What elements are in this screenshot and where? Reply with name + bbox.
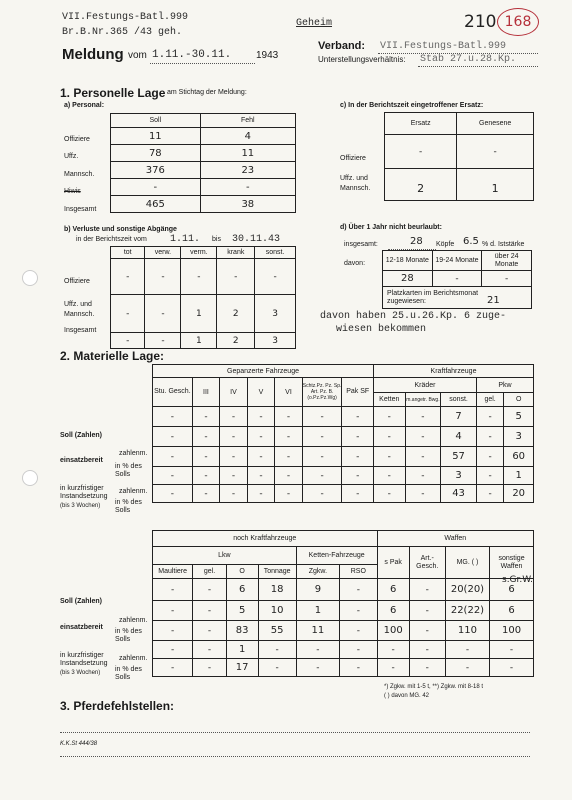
insgesamt-value: 28 <box>410 236 423 247</box>
fahrzeuge-cell: - <box>153 447 193 467</box>
insgesamt-label: insgesamt: <box>344 241 378 248</box>
fahrzeuge-cell: 57 <box>441 447 477 467</box>
fahrzeuge-cell: 5 <box>504 407 534 427</box>
verluste-label: b) Verluste und sonstige Abgänge <box>64 226 177 233</box>
fahrzeuge-cell: - <box>247 485 275 503</box>
footnote-zgkw: *) Zgkw. mit 1-5 t, **) Zgkw. mit 8-18 t <box>384 684 484 690</box>
col-maultiere: Maultiere <box>153 565 193 579</box>
section2-title: 2. Materielle Lage: <box>60 349 165 363</box>
vom-label: vom <box>128 50 147 61</box>
personal-row-label: Hiwis <box>64 188 81 195</box>
waffen-cell: - <box>340 601 378 621</box>
col-spak: s Pak <box>377 547 409 579</box>
fahrzeuge-cell: - <box>342 485 374 503</box>
platzkarten-value: 21 <box>486 294 500 306</box>
unterstellung-label: Unterstellungsverhältnis: <box>318 55 406 64</box>
col-gel: gel. <box>476 393 504 407</box>
footnote-mg42: ( ) davon MG. 42 <box>384 693 430 699</box>
personal-cell: 11 <box>200 145 295 162</box>
archive-number: 210 <box>464 12 497 32</box>
monate-cell: 28 <box>383 271 433 287</box>
platzkarten-label: Platzkarten im Berichtsmonat zugewiesen: <box>387 289 479 305</box>
fahrzeuge-cell: - <box>302 427 342 447</box>
fahrzeuge-cell: - <box>302 407 342 427</box>
fahrzeuge-cell: - <box>476 447 504 467</box>
waffen-cell: 1 <box>226 641 258 659</box>
koepfe-label: Köpfe <box>436 241 455 248</box>
ersatz-table <box>384 112 534 201</box>
bis-3-wochen-label: (bis 3 Wochen) <box>60 503 101 509</box>
davon-note-line1: davon haben 25.u.26.Kp. 6 zuge- <box>320 311 507 322</box>
instandsetzung-label-2: in kurzfristiger Instandsetzung <box>60 652 108 667</box>
monate-col: 19-24 Monate <box>432 251 482 271</box>
personal-row-label: Offiziere <box>64 136 90 143</box>
verluste-table <box>110 246 296 349</box>
col-zgkw: Zgkw. <box>296 565 339 579</box>
monate-col: über 24 Monate <box>482 251 532 271</box>
personal-row-label: Insgesamt <box>64 206 97 213</box>
waffen-cell: - <box>296 659 339 677</box>
col-sonst: sonst. <box>441 393 477 407</box>
waffen-cell: - <box>409 601 445 621</box>
verluste-sub-label: in der Berichtszeit vom <box>76 236 147 243</box>
monate-col: 12-18 Monate <box>383 251 433 271</box>
waffen-cell: - <box>193 579 227 601</box>
col-schtzpz: Schtz.Pz. Pz. Sp. Art. Pz. B. (o.Pz.Pz.Wg) <box>302 378 342 407</box>
verluste-row-label: Offiziere <box>64 278 90 285</box>
waffen-cell: 5 <box>226 601 258 621</box>
fahrzeuge-cell: - <box>247 427 275 447</box>
waffen-cell: - <box>340 621 378 641</box>
fahrzeuge-cell: - <box>192 427 220 447</box>
personal-table <box>110 113 296 213</box>
fahrzeuge-cell: - <box>405 467 441 485</box>
fahrzeuge-cell: - <box>275 485 303 503</box>
verluste-cell: - <box>145 295 181 333</box>
fahrzeuge-cell: - <box>405 485 441 503</box>
verluste-row-label: Insgesamt <box>64 327 97 334</box>
verluste-col: krank <box>217 247 255 259</box>
col-rso: RSO <box>340 565 378 579</box>
fahrzeuge-cell: - <box>374 467 406 485</box>
waffen-cell: 10 <box>258 601 296 621</box>
pferde-line-2 <box>60 756 530 757</box>
prozent-label: in % des Solls <box>115 463 142 478</box>
prozent-label-2: in % des Solls <box>115 628 142 643</box>
zahlenm-label: zahlenm. <box>119 488 148 495</box>
personal-cell: 4 <box>200 128 295 145</box>
fahrzeuge-cell: - <box>302 485 342 503</box>
fahrzeuge-cell: - <box>302 447 342 467</box>
soll-zahlen-label: Soll (Zahlen) <box>60 432 102 439</box>
fahrzeuge-cell: - <box>220 467 248 485</box>
archive-circled-text: 168 <box>504 14 532 30</box>
personal-cell: 465 <box>111 196 201 213</box>
davon-note-line2: wiesen bekommen <box>336 324 427 335</box>
personal-cell: 11 <box>111 128 201 145</box>
verluste-cell: - <box>181 259 217 295</box>
unterstellung-underline <box>418 66 538 67</box>
waffen-cell: - <box>340 659 378 677</box>
section1-title: 1. Personelle Lage <box>60 86 166 100</box>
fahrzeuge-cell: 3 <box>504 427 534 447</box>
fahrzeuge-cell: - <box>192 407 220 427</box>
waffen-cell: - <box>193 659 227 677</box>
col-ketten: Ketten <box>374 393 406 407</box>
waffen-header: Waffen <box>377 531 533 547</box>
fahrzeuge-cell: - <box>153 427 193 447</box>
col-mangetr: m.angetr. Bwg. <box>405 393 441 407</box>
fahrzeuge-cell: - <box>247 467 275 485</box>
waffen-cell: 20(20) <box>445 579 489 601</box>
verluste-bis: bis <box>212 236 221 243</box>
waffen-cell: - <box>153 579 193 601</box>
fahrzeuge-cell: - <box>220 485 248 503</box>
verluste-cell: 1 <box>181 295 217 333</box>
verluste-to: 30.11.43 <box>232 234 281 245</box>
col-iii: III <box>192 378 220 407</box>
verluste-cell: - <box>145 333 181 349</box>
fahrzeuge-cell: - <box>405 407 441 427</box>
zahlenm-label-2: zahlenm. <box>119 617 148 624</box>
waffen-cell: 83 <box>226 621 258 641</box>
verluste-col: verw. <box>145 247 181 259</box>
zahlenm-label: zahlenm. <box>119 450 148 457</box>
section3-title: 3. Pferdefehlstellen: <box>60 699 175 713</box>
fahrzeuge-cell: - <box>275 467 303 485</box>
instandsetzung-label: in kurzfristiger Instandsetzung <box>60 485 108 500</box>
verluste-cell: 2 <box>217 295 255 333</box>
fahrzeuge-cell: - <box>247 447 275 467</box>
punch-hole-bottom <box>22 470 38 486</box>
ersatz-row-label: Uffz. und Mannsch. <box>340 175 371 192</box>
verband-underline <box>378 53 538 54</box>
waffen-cell: - <box>340 641 378 659</box>
fahrzeuge-cell: - <box>476 467 504 485</box>
waffen-cell: - <box>258 659 296 677</box>
fahrzeuge-cell: 3 <box>441 467 477 485</box>
noch-kfz-header: noch Kraftfahrzeuge <box>153 531 378 547</box>
fahrzeuge-cell: 1 <box>504 467 534 485</box>
ersatz-cell: 2 <box>385 169 457 201</box>
verluste-cell: - <box>255 259 296 295</box>
col-stugesch: Stu. Gesch. <box>153 378 193 407</box>
lkw-header: Lkw <box>153 547 297 565</box>
ersatz-col: Ersatz <box>385 113 457 135</box>
waffen-cell: - <box>377 659 409 677</box>
geheim-label: Geheim <box>296 18 333 29</box>
zahlenm-label-2: zahlenm. <box>119 655 148 662</box>
verluste-col: tot <box>111 247 145 259</box>
waffen-cell: - <box>409 641 445 659</box>
waffen-cell: 100 <box>377 621 409 641</box>
waffen-cell: - <box>193 621 227 641</box>
waffen-cell: 55 <box>258 621 296 641</box>
waffen-cell: 1 <box>296 601 339 621</box>
einsatzbereit-label-2: einsatzbereit <box>60 624 103 631</box>
col-tonnage: Tonnage <box>258 565 296 579</box>
fahrzeuge-cell: - <box>220 407 248 427</box>
archive-circled-number <box>497 8 539 36</box>
waffen-cell: 6 <box>490 601 534 621</box>
fahrzeuge-cell: - <box>342 467 374 485</box>
fahrzeuge-cell: - <box>374 427 406 447</box>
ersatz-label: c) In der Berichtszeit eingetroffener Ersatz: <box>340 102 484 109</box>
monate-cell: - <box>432 271 482 287</box>
waffen-cell: 110 <box>445 621 489 641</box>
verluste-col: verm. <box>181 247 217 259</box>
col-lkw-o: O <box>226 565 258 579</box>
waffen-cell: - <box>153 621 193 641</box>
period-underline <box>150 63 255 64</box>
waffen-cell: 22(22) <box>445 601 489 621</box>
waffen-cell: 6 <box>377 601 409 621</box>
fahrzeuge-cell: - <box>192 447 220 467</box>
verluste-cell: - <box>111 333 145 349</box>
waffen-cell: 18 <box>258 579 296 601</box>
verluste-col: sonst. <box>255 247 296 259</box>
verband-value: VII.Festungs-Batl.999 <box>380 41 507 52</box>
col-pak-sf: Pak SF <box>342 378 374 407</box>
soll-zahlen-label-2: Soll (Zahlen) <box>60 598 102 605</box>
fahrzeuge-cell: 4 <box>441 427 477 447</box>
col-sonstige-waffen: sonstige Waffen <box>490 547 534 579</box>
punch-hole-top <box>22 270 38 286</box>
col-iv: IV <box>220 378 248 407</box>
fahrzeuge-cell: - <box>275 407 303 427</box>
verband-label: Verband: <box>318 40 366 52</box>
form-code: K.K.St 444/38 <box>60 741 98 747</box>
fahrzeuge-cell: - <box>476 427 504 447</box>
verluste-cell: - <box>111 259 145 295</box>
personal-cell: 38 <box>200 196 295 213</box>
nicht-beurlaubt-label: d) Über 1 Jahr nicht beurlaubt: <box>340 224 442 231</box>
verluste-cell: 3 <box>255 333 296 349</box>
meldung-title: Meldung <box>62 46 124 63</box>
waffen-cell: 6 <box>490 579 534 601</box>
fahrzeuge-cell: - <box>153 485 193 503</box>
fahrzeuge-cell: - <box>153 467 193 485</box>
fahrzeuge-cell: - <box>220 447 248 467</box>
personal-cell: - <box>200 179 295 196</box>
fahrzeuge-cell: - <box>275 447 303 467</box>
percent-suffix: % d. Iststärke <box>482 241 525 248</box>
pkw-header: Pkw <box>476 378 533 393</box>
verluste-cell: - <box>145 259 181 295</box>
fahrzeuge-cell: - <box>374 447 406 467</box>
col-o: O <box>504 393 534 407</box>
fahrzeuge-cell: - <box>153 407 193 427</box>
ersatz-cell: 1 <box>457 169 534 201</box>
fahrzeuge-cell: - <box>405 447 441 467</box>
period-value: 1.11.-30.11. <box>152 49 232 61</box>
waffen-cell: - <box>409 621 445 641</box>
fahrzeuge-cell: - <box>275 427 303 447</box>
personal-cell: - <box>111 179 201 196</box>
waffen-cell: 9 <box>296 579 339 601</box>
ersatz-col: Genesene <box>457 113 534 135</box>
col-vi: VI <box>275 378 303 407</box>
personal-label: a) Personal: <box>64 102 105 109</box>
waffen-cell: 6 <box>226 579 258 601</box>
platzkarten-cell <box>383 287 532 309</box>
fahrzeuge-cell: - <box>476 485 504 503</box>
reference-line: Br.B.Nr.365 /43 geh. <box>62 27 183 38</box>
fahrzeuge-cell: - <box>192 485 220 503</box>
waffen-cell: - <box>193 601 227 621</box>
fahrzeuge-cell: - <box>342 407 374 427</box>
waffen-cell: - <box>445 641 489 659</box>
pferde-line-1 <box>60 732 530 733</box>
waffen-cell: 6 <box>377 579 409 601</box>
waffen-cell: - <box>490 659 534 677</box>
waffen-cell: - <box>153 641 193 659</box>
personal-col-soll: Soll <box>111 114 201 128</box>
waffen-cell: - <box>340 579 378 601</box>
fahrzeuge-cell: - <box>302 467 342 485</box>
fahrzeuge-cell: - <box>192 467 220 485</box>
personal-row-label: Mannsch. <box>64 171 95 178</box>
waffen-cell: - <box>153 659 193 677</box>
fahrzeuge-cell: - <box>342 427 374 447</box>
fahrzeuge-table <box>152 364 534 503</box>
gepanzerte-header: Gepanzerte Fahrzeuge <box>153 365 374 378</box>
monate-cell: - <box>482 271 532 287</box>
unit-line: VII.Festungs-Batl.999 <box>62 12 189 23</box>
waffen-cell: - <box>296 641 339 659</box>
ketten-header: Ketten-Fahrzeuge <box>296 547 377 565</box>
verluste-cell: 1 <box>181 333 217 349</box>
kraeder-header: Kräder <box>374 378 477 393</box>
waffen-cell: 100 <box>490 621 534 641</box>
ersatz-row-label: Offiziere <box>340 155 366 162</box>
verluste-row-label: Uffz. und Mannsch. <box>64 301 95 318</box>
prozent-label: in % des Solls <box>115 499 142 514</box>
verluste-cell: - <box>217 259 255 295</box>
fahrzeuge-cell: 43 <box>441 485 477 503</box>
fahrzeuge-cell: 60 <box>504 447 534 467</box>
personal-row-label: Uffz. <box>64 153 79 160</box>
prozent-label-2: in % des Solls <box>115 666 142 681</box>
col-v: V <box>247 378 275 407</box>
col-mg: MG. ( ) <box>445 547 489 579</box>
percent-value: 6.5 <box>463 236 479 247</box>
bis-3-wochen-label-2: (bis 3 Wochen) <box>60 670 101 676</box>
fahrzeuge-cell: - <box>405 427 441 447</box>
waffen-cell: - <box>377 641 409 659</box>
year-value: 1943 <box>256 50 279 61</box>
fahrzeuge-cell: - <box>220 427 248 447</box>
fahrzeuge-cell: - <box>374 407 406 427</box>
waffen-table <box>152 530 534 677</box>
verluste-cell: - <box>111 295 145 333</box>
personal-cell: 376 <box>111 162 201 179</box>
kraftfahrzeuge-header: Kraftfahrzeuge <box>374 365 534 378</box>
monate-table <box>382 250 532 309</box>
waffen-cell: - <box>193 641 227 659</box>
waffen-cell: 17 <box>226 659 258 677</box>
col-artgesch: Art.- Gesch. <box>409 547 445 579</box>
fahrzeuge-cell: - <box>342 447 374 467</box>
verluste-cell: 3 <box>255 295 296 333</box>
waffen-cell: - <box>258 641 296 659</box>
einsatzbereit-label: einsatzbereit <box>60 457 103 464</box>
personal-col-fehl: Fehl <box>200 114 295 128</box>
waffen-cell: - <box>490 641 534 659</box>
ersatz-cell: - <box>385 135 457 169</box>
ersatz-cell: - <box>457 135 534 169</box>
waffen-cell: - <box>445 659 489 677</box>
waffen-cell: - <box>409 659 445 677</box>
waffen-cell: 11 <box>296 621 339 641</box>
personal-cell: 78 <box>111 145 201 162</box>
fahrzeuge-cell: - <box>476 407 504 427</box>
waffen-cell: - <box>153 601 193 621</box>
waffen-cell: - <box>409 579 445 601</box>
verluste-cell: 2 <box>217 333 255 349</box>
col-lkw-gel: gel. <box>193 565 227 579</box>
fahrzeuge-cell: 20 <box>504 485 534 503</box>
davon-label: davon: <box>344 260 366 267</box>
fahrzeuge-cell: 7 <box>441 407 477 427</box>
fahrzeuge-cell: - <box>374 485 406 503</box>
section1-title-suffix: am Stichtag der Meldung: <box>167 89 247 96</box>
personal-cell: 23 <box>200 162 295 179</box>
verluste-from: 1.11. <box>170 234 201 245</box>
unterstellung-value: Stab 27.u.28.Kp. <box>420 54 517 65</box>
sgrw-note: s.Gr.W. <box>502 575 533 585</box>
fahrzeuge-cell: - <box>247 407 275 427</box>
